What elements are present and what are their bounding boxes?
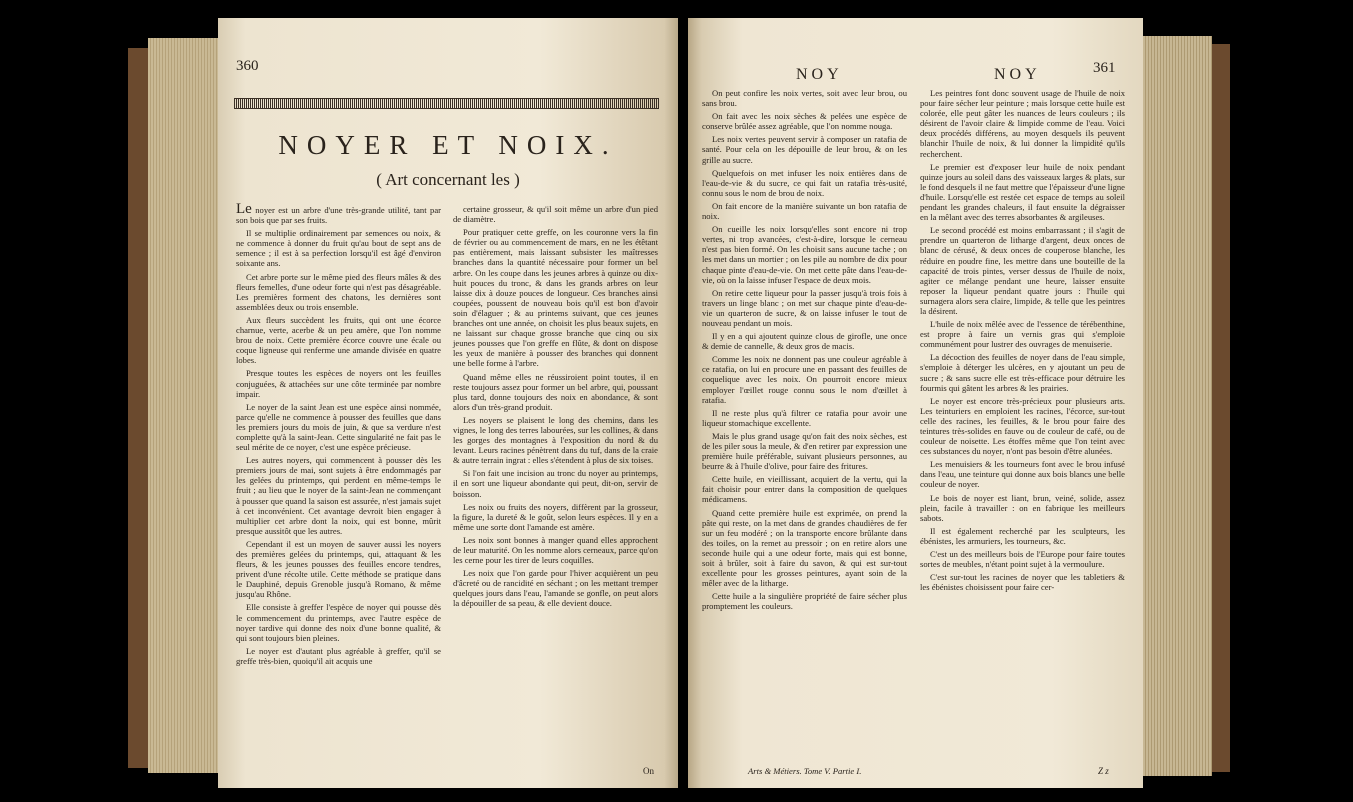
left-page (218, 18, 678, 788)
article-title: NOYER ET NOIX. (278, 130, 618, 160)
paragraph: Comme les noix ne donnent pas une couleur agréable à ce ratafia, on lui en procure une en passant des feuilles de coquelique avec les noix. On pourroit encore mieux employer l'œillet rouge connu sous le nom d'œillet à ratafia. (702, 354, 907, 405)
paragraph: Les noix que l'on garde pour l'hiver acquièrent un peu d'âcreté ou de rancidité en séchant ; on les mettant tremper quelques jours dans l'eau, l'amande se gonfle, on peut alors la dépouiller de sa peau, & elle devient douce. (453, 568, 658, 609)
paragraph: Pour pratiquer cette greffe, on les couronne vers la fin de février ou au commencement de mars, en ne les étêtant pas entièrement, mais laissant subsister les maîtresses branches dans la quantité nécessaire pour former un bel arbre. On les coupe dans les jeunes arbres à quinze ou dix-huit pouces du tronc, & dans les grands arbres on leur laisse dix à douze pouces de longueur. Ces branches ainsi coupées, poussent de nouveau bois qu'il est bon d'avoir soin d'élaguer ; & au printems suivant, que ces jeunes branches ont une année, on choisit les plus beaux sujets, en ne laissant sur chaque grosse branche que cinq ou six jeunes pousses que l'on greffe en flûte, & dont on dispose les yeux de manière à pousser des branches qui donnent une belle forme à l'arbre. (453, 227, 658, 369)
text-column-2 (453, 204, 658, 612)
paragraph: Cette huile, en vieillissant, acquiert de la vertu, qui la fait choisir pour entrer dans la composition de quelques médicamens. (702, 474, 907, 505)
drop-cap: Le (236, 201, 252, 217)
paragraph: On cueille les noix lorsqu'elles sont encore ni trop vertes, ni trop avancées, c'est-à-dire, lorsque le cerneau n'est pas bien formé. On les choisit sans aucune tache ; on les met dans un mortier ; on les pile au nombre de dix pour chaque pinte d'eau-de-vie. On met cette pâte dans l'eau-de-vie, où on la laisse infuser l'espace de deux mois. (702, 224, 907, 285)
text-column-1 (236, 201, 441, 669)
paragraph: Cette huile a la singulière propriété de faire sécher plus promptement les couleurs. (702, 591, 907, 612)
paragraph: La décoction des feuilles de noyer dans de l'eau simple, s'emploie à déterger les ulcères, en y ajoutant un peu de sucre ; & sans sucre elle est très-efficace pour détruire les fourmis qui gâtent les arbres & les prairies. (920, 352, 1125, 393)
paragraph: Mais le plus grand usage qu'on fait des noix sèches, est de les piler sous la meule, & d'en retirer par expression une première huile préférable, suivant plusieurs personnes, au beurre & à l'huile d'olive, pour faire des fritures. (702, 430, 907, 472)
paragraph: On fait avec les noix sèches & pelées une espèce de conserve brûlée assez agréable, que l'on nomme nouga. (702, 111, 907, 132)
footer-title: Arts & Métiers. Tome V. Partie I. (748, 766, 862, 776)
paragraph: certaine grosseur, & qu'il soit même un arbre d'un pied de diamètre. (453, 204, 658, 225)
paragraph: Il se multiplie ordinairement par semences ou noix, & ne commence à donner du fruit qu'au bout de sept ans de semence ; il est à sa perfection lorsqu'il est âgé d'environ soixante ans. (236, 228, 441, 269)
paragraph: Les peintres font donc souvent usage de l'huile de noix pour faire sécher leur peinture ; mais lorsque cette huile est colorée, elle peut gâter les nuances de leurs couleurs ; ils désirent de l'avoir claire & limpide comme de l'eau. Voici deux procédés différens, au moyen desquels ils peuvent blanchir l'huile de noix, & lui donner la limpidité qu'ils recherchent. (920, 88, 1125, 159)
signature-mark: Z z (1098, 766, 1109, 776)
catchword: On (643, 766, 654, 776)
paragraph: Les autres noyers, qui commencent à pousser dès les premiers jours de mai, sont sujets à être endommagés par les gelées du printemps, qui perdent en même-temps le fruit ; au lieu que le noyer de la saint-Jean ne commençant à pousser que quand la saison est assurée, n'est jamais sujet à cet inconvénient. Cet avantage devroit bien engager à multiplier cet arbre dont la noix, qui est bonne, mûrit presque aussitôt que les autres. (236, 455, 441, 536)
paragraph: Il y en a qui ajoutent quinze clous de girofle, une once & demie de cannelle, & deux gros de macis. (702, 331, 907, 352)
page-number: 360 (236, 58, 259, 74)
paragraph: Le noyer de la saint Jean est une espèce ainsi nommée, parce qu'elle ne commence à pousser des feuilles que dans les premiers jours du mois de juin, & que sa verdure n'est complette qu'à la saint-Jean. Cette singularité ne fait pas le seul mérite de ce noyer, c'est une espèce précieuse. (236, 401, 441, 453)
paragraph: Cet arbre porte sur le même pied des fleurs mâles & des fleurs femelles, d'une odeur forte qui n'est pas désagréable. Les premières forment des chatons, les dernières sont assemblées deux ou trois ensemble. (236, 271, 441, 312)
paragraph: Le noyer est un arbre d'une très-grande utilité, tant par son bois que par ses fruits. (236, 201, 441, 226)
paragraph: Le bois de noyer est liant, brun, veiné, solide, assez plein, facile à travailler : on en fabrique les meilleurs sabots. (920, 492, 1125, 523)
paragraph: Elle consiste à greffer l'espèce de noyer qui pousse dès le commencement du printemps, avec l'autre espèce de noyer tardive qui donne des noix d'une bonne qualité, & qui sont toujours bien pleines. (236, 602, 441, 643)
paragraph: Quand même elles ne réussiroient point toutes, il en reste toujours assez pour former un bel arbre, qui, poussant plus tard, donne toujours des noix en abondance, & sont alors d'un très-grand produit. (453, 371, 658, 412)
paragraph: Les noyers se plaisent le long des chemins, dans les vignes, le long des terres labourées, sur les collines, & dans les gorges des montagnes à l'exposition du nord & du levant. Leurs racines pénètrent dans du tuf, dans de la craie & autre terrain ingrat : elles s'étendent à plus de six toises. (453, 414, 658, 466)
paragraph: Le premier est d'exposer leur huile de noix pendant quinze jours au soleil dans des vaisseaux larges & plats, sur le fond desquels il ne faut mettre que l'épaisseur d'une ligne d'huile. Lorsqu'elle est restée cet espace de temps au soleil pendant les grandes chaleurs, il faut ensuite la dégraisser en la mêlant avec des terres absorbantes & argileuses. (920, 161, 1125, 223)
right-page (688, 18, 1143, 788)
paragraph: Aux fleurs succèdent les fruits, qui ont une écorce charnue, verte, acerbe & un peu amère, que l'on nomme brou de noix. Cette première écorce couvre une écale ou coque ligneuse qui renferme une amande divisée en quatre lobes. (236, 314, 441, 366)
paragraph: Le second procédé est moins embarrassant ; il s'agit de prendre un quarteron de litharge d'argent, deux onces de blanc de cérusé, & deux onces de couperose blanche, les réduire en poudre fine, les mettre dans une bouteille de la capacité de trois pintes, verser dessus de l'huile de noix, agiter ce mélange pendant une heure, laisser ensuite reposer la liqueur pendant quatre jours : l'huile qui surnagera alors sera claire, limpide, & telle que les peintres la désirent. (920, 225, 1125, 316)
paragraph: Quand cette première huile est exprimée, on prend la pâte qui reste, on la met dans de grandes chaudières de fer sur un feu modéré ; on la transporte encore brûlante dans des toiles, on la remet au pressoir ; on en retire alors une seconde huile qui a une odeur forte, mais qui est bonne, soit à brûler, soit à faire du savon, & qui est sur-tout excellente pour les grosses peintures, ayant soin de la mêler avec de la litharge. (702, 507, 907, 589)
article-subtitle: ( Art concernant les ) (376, 170, 520, 189)
paragraph: On fait encore de la manière suivante un bon ratafia de noix. (702, 200, 907, 222)
running-head: NOY (796, 66, 843, 83)
paragraph: Il est également recherché par les sculpteurs, les ébénistes, les armuriers, les tourneurs, &c. (920, 525, 1125, 546)
ornamental-rule (234, 98, 659, 109)
paragraph: Le noyer est encore très-précieux pour plusieurs arts. Les teinturiers en emploient les racines, l'écorce, sur-tout celle des racines, les feuilles, & le brou pour faire des teintures très-solides en fauve ou de couleur de café, ou de couleur de noisette. Les étoffes même que l'on teint avec ces substances du noyer, n'ont pas besoin d'être alunées. (920, 395, 1125, 457)
paragraph: Si l'on fait une incision au tronc du noyer au printemps, il en sort une liqueur abondante qui peut, dit-on, servir de boisson. (453, 468, 658, 499)
paragraph: Il ne reste plus qu'à filtrer ce ratafia pour avoir une liqueur stomachique excellente. (702, 407, 907, 428)
book-spread (8, 8, 1345, 796)
page-number: 361 (1093, 60, 1116, 76)
paragraph: Quelquefois on met infuser les noix entières dans de l'eau-de-vie & du sucre, ce qui fait un ratafia très-usité, connu sous le nom de brou de noix. (702, 167, 907, 198)
paragraph: On retire cette liqueur pour la passer jusqu'à trois fois à travers un linge blanc ; on met sur chaque pinte d'eau-de-vie un quarteron de sucre, & on laisse infuser le tout de nouveau pendant un mois. (702, 287, 907, 328)
page-edges-left (148, 38, 223, 773)
paragraph: Les noix ou fruits des noyers, diffèrent par la grosseur, la figure, la dureté & le goût, selon leurs espèces. Il y en a même une sorte dont l'amande est amère. (453, 501, 658, 532)
paragraph: Presque toutes les espèces de noyers ont les feuilles conjuguées, & attachées sur une côte terminée par nombre impair. (236, 368, 441, 399)
page-edges-right (1140, 36, 1212, 776)
text-column-2 (920, 88, 1125, 595)
paragraph: Les noix vertes peuvent servir à composer un ratafia de santé. Pour cela on les dépouille de leur brou, & on les grille au sucre. (702, 134, 907, 165)
text-column-1 (702, 88, 907, 615)
paragraph: Cependant il est un moyen de sauver aussi les noyers des premières gelées du printemps, qui, attaquant & les fleurs, & les jeunes pousses des feuilles encore tendres, privent d'une récolte utile. Cette méthode se pratique dans le Dauphiné, depuis Grenoble jusqu'à Romano, & même jusqu'au Rhône. (236, 538, 441, 600)
paragraph: On peut confire les noix vertes, soit avec leur brou, ou sans brou. (702, 88, 907, 109)
paragraph: Les menuisiers & les tourneurs font avec le brou infusé dans l'eau, une teinture qui donne aux bois blancs une belle couleur de noyer. (920, 459, 1125, 490)
paragraph: C'est sur-tout les racines de noyer que les tabletiers & les ébénistes choisissent pour faire cer- (920, 572, 1125, 593)
paragraph: C'est un des meilleurs bois de l'Europe pour faire toutes sortes de meubles, n'étant point sujet à la vermoulure. (920, 549, 1125, 570)
paragraph: Les noix sont bonnes à manger quand elles approchent de leur maturité. On les nomme alors cerneaux, parce qu'on les cerne pour les tirer de leurs coquilles. (453, 534, 658, 566)
running-head: NOY (994, 66, 1041, 83)
paragraph: Le noyer est d'autant plus agréable à greffer, qu'il se greffe très-bien, quoiqu'il ait acquis une (236, 645, 441, 666)
paragraph: L'huile de noix mêlée avec de l'essence de térébenthine, est propre à faire un vernis gras qui s'emploie communément pour lustrer des ouvrages de menuiserie. (920, 319, 1125, 350)
